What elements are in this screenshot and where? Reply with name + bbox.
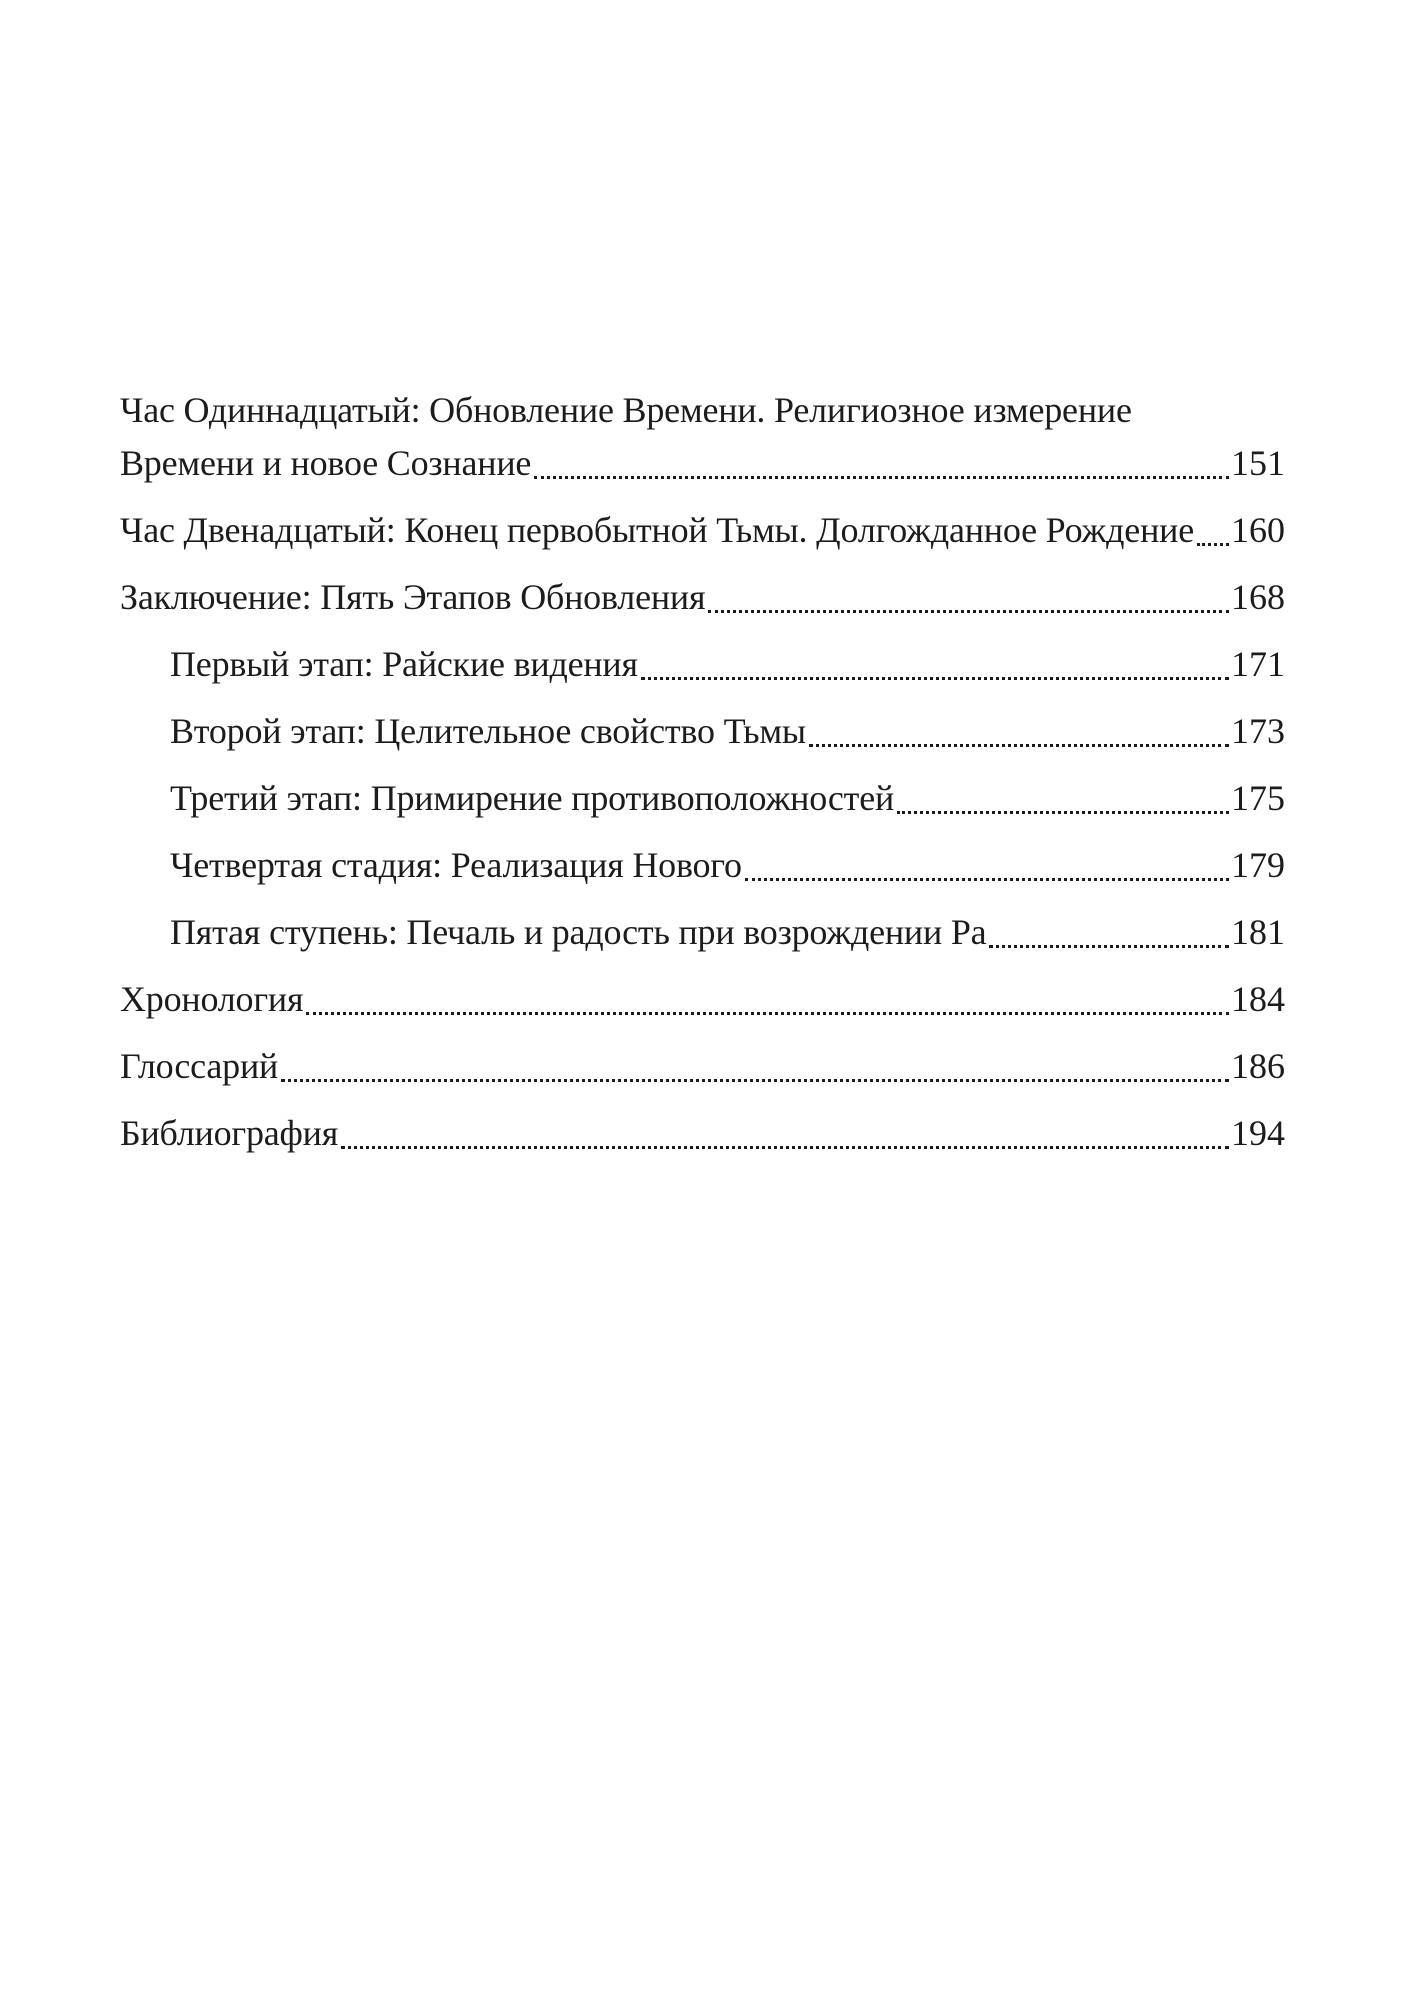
toc-entry-title: Второй этап: Целительное свойство Тьмы	[170, 711, 806, 751]
toc-entry-line	[170, 638, 1285, 691]
toc-entry-title: Первый этап: Райские видения	[170, 644, 638, 684]
toc-entry-title: Библиография	[120, 1113, 339, 1153]
dot-leader	[341, 1146, 1229, 1149]
toc-entry-title: Глоссарий	[120, 1046, 279, 1086]
toc-entry	[120, 1040, 1285, 1093]
page-number: 184	[1231, 979, 1285, 1019]
page-number: 173	[1231, 711, 1285, 751]
page-number: 186	[1231, 1046, 1285, 1086]
toc-entry	[120, 571, 1285, 624]
toc-entry-line	[170, 906, 1285, 959]
toc-entry-title: Пятая ступень: Печаль и радость при возрождении Ра	[170, 912, 987, 952]
dot-leader	[989, 945, 1229, 948]
toc-entry	[120, 705, 1285, 758]
dot-leader	[897, 811, 1229, 814]
toc-list	[120, 384, 1285, 1174]
toc-entry-title: Час Одиннадцатый: Обновление Времени. Религиозное измерение	[120, 390, 1132, 430]
page-number: 160	[1231, 510, 1285, 550]
toc-entry-line	[120, 384, 1285, 437]
dot-leader	[281, 1079, 1229, 1082]
toc-entry	[120, 772, 1285, 825]
dot-leader	[745, 878, 1229, 881]
toc-entry-line	[120, 504, 1285, 557]
toc-entry-line	[120, 437, 1285, 490]
dot-leader	[641, 677, 1229, 680]
toc-entry-title: Времени и новое Сознание	[120, 443, 532, 483]
toc-entry	[120, 839, 1285, 892]
dot-leader	[708, 610, 1229, 613]
page-number: 171	[1231, 644, 1285, 684]
dot-leader	[306, 1012, 1229, 1015]
toc-entry-title: Третий этап: Примирение противоположностей	[170, 778, 895, 818]
page-number: 179	[1231, 845, 1285, 885]
toc-entry	[120, 638, 1285, 691]
page-number: 175	[1231, 778, 1285, 818]
dot-leader	[1197, 543, 1229, 546]
toc-entry	[120, 384, 1285, 490]
dot-leader	[534, 476, 1229, 479]
toc-entry	[120, 973, 1285, 1026]
toc-entry-line	[120, 973, 1285, 1026]
toc-entry-line	[170, 839, 1285, 892]
toc-entry	[120, 906, 1285, 959]
page-number: 151	[1231, 443, 1285, 483]
toc-entry-title: Заключение: Пять Этапов Обновления	[120, 577, 706, 617]
toc-entry-title: Час Двенадцатый: Конец первобытной Тьмы. Долгожданное Рождение	[120, 510, 1194, 550]
toc-entry	[120, 504, 1285, 557]
toc-entry	[120, 1107, 1285, 1160]
toc-entry-line	[120, 571, 1285, 624]
dot-leader	[809, 744, 1229, 747]
page-number: 181	[1231, 912, 1285, 952]
toc-entry-line	[170, 772, 1285, 825]
toc-entry-line	[120, 1040, 1285, 1093]
page-number: 194	[1231, 1113, 1285, 1153]
toc-entry-title: Хронология	[120, 979, 304, 1019]
page-number: 168	[1231, 577, 1285, 617]
toc-entry-title: Четвертая стадия: Реализация Нового	[170, 845, 742, 885]
toc-entry-line	[170, 705, 1285, 758]
toc-entry-line	[120, 1107, 1285, 1160]
